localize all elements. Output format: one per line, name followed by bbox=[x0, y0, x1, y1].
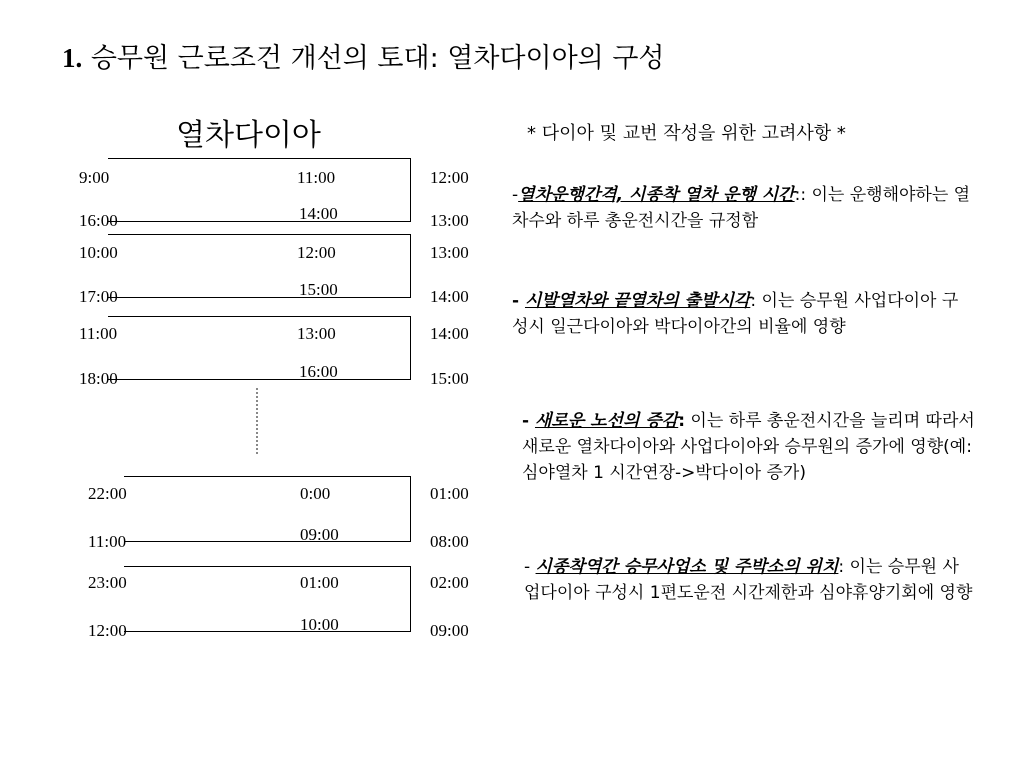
time-label: 09:00 bbox=[430, 621, 469, 640]
slide-title-text: 승무원 근로조건 개선의 토대: 열차다이아의 구성 bbox=[90, 43, 665, 74]
time-label: 23:00 bbox=[88, 573, 127, 592]
time-label: 16:00 bbox=[79, 211, 118, 230]
time-label: 15:00 bbox=[430, 369, 469, 388]
time-label: 01:00 bbox=[430, 484, 469, 503]
note-heading: 시종착역간 승무사업소 및 주박소의 위치 bbox=[535, 557, 839, 577]
time-label: 12:00 bbox=[297, 243, 336, 262]
time-label: 9:00 bbox=[79, 168, 110, 187]
note-heading: 열차운행간격, 시종착 열차 운행 시간 bbox=[518, 185, 795, 205]
slide-title-number: 1. bbox=[62, 43, 83, 73]
time-label: 12:00 bbox=[430, 168, 469, 187]
time-label: 14:00 bbox=[430, 287, 469, 306]
time-label: 13:00 bbox=[430, 211, 469, 230]
time-label: 14:00 bbox=[430, 324, 469, 343]
time-label: 10:00 bbox=[79, 243, 118, 262]
note-separator: : bbox=[678, 411, 686, 431]
time-label: 22:00 bbox=[88, 484, 127, 503]
time-label: 12:00 bbox=[88, 621, 127, 640]
diagram-bracket bbox=[108, 234, 411, 298]
note-item bbox=[524, 554, 974, 606]
time-label: 16:00 bbox=[299, 362, 338, 381]
note-heading: 시발열차와 끝열차의 출발시각 bbox=[524, 291, 751, 311]
note-body: 이는 승무원 사업다이아 구성시 일근다이아와 박다이아간의 비율에 영향 bbox=[512, 291, 959, 337]
note-body: 이는 승무원 사업다이아 구성시 1편도운전 시간제한과 심야휴양기회에 영향 bbox=[524, 557, 973, 603]
continuation-dots bbox=[256, 388, 258, 454]
time-label: 14:00 bbox=[299, 204, 338, 223]
time-label: 09:00 bbox=[300, 525, 339, 544]
time-label: 10:00 bbox=[300, 615, 339, 634]
note-body: 이는 하루 총운전시간을 늘리며 따라서 새로운 열차다이아와 사업다이아와 승무원의 증가에 영향(예: 심야열차 1 시간연장->박다이아 증가) bbox=[522, 411, 975, 483]
time-label: 11:00 bbox=[88, 532, 127, 551]
note-prefix: - bbox=[512, 185, 519, 205]
note-heading: 새로운 노선의 증감 bbox=[534, 411, 679, 431]
note-item bbox=[512, 182, 978, 234]
note-item bbox=[512, 288, 972, 340]
time-label: 15:00 bbox=[299, 280, 338, 299]
time-label: 18:00 bbox=[79, 369, 118, 388]
note-separator: :: bbox=[794, 185, 807, 205]
note-prefix: - bbox=[524, 557, 536, 577]
note-prefix: - bbox=[512, 291, 525, 311]
diagram-bracket bbox=[124, 566, 411, 632]
note-item bbox=[522, 408, 990, 486]
diagram-subtitle: 열차다이아 bbox=[176, 118, 321, 153]
time-label: 11:00 bbox=[79, 324, 118, 343]
time-label: 17:00 bbox=[79, 287, 118, 306]
time-label: 08:00 bbox=[430, 532, 469, 551]
diagram-bracket bbox=[124, 476, 411, 542]
diagram-bracket bbox=[108, 316, 411, 380]
time-label: 01:00 bbox=[300, 573, 339, 592]
note-prefix: - bbox=[522, 411, 535, 431]
time-label: 11:00 bbox=[297, 168, 336, 187]
diagram-bracket bbox=[108, 158, 411, 222]
time-label: 13:00 bbox=[430, 243, 469, 262]
notes-title: * 다이아 및 교번 작성을 위한 고려사항 * bbox=[527, 123, 846, 144]
time-label: 13:00 bbox=[297, 324, 336, 343]
slide-title bbox=[62, 40, 665, 77]
note-separator: : bbox=[750, 291, 757, 311]
time-label: 02:00 bbox=[430, 573, 469, 592]
note-body: 이는 운행해야하는 열차수와 하루 총운전시간을 규정함 bbox=[512, 185, 971, 231]
note-separator: : bbox=[838, 557, 845, 577]
time-label: 0:00 bbox=[300, 484, 331, 503]
